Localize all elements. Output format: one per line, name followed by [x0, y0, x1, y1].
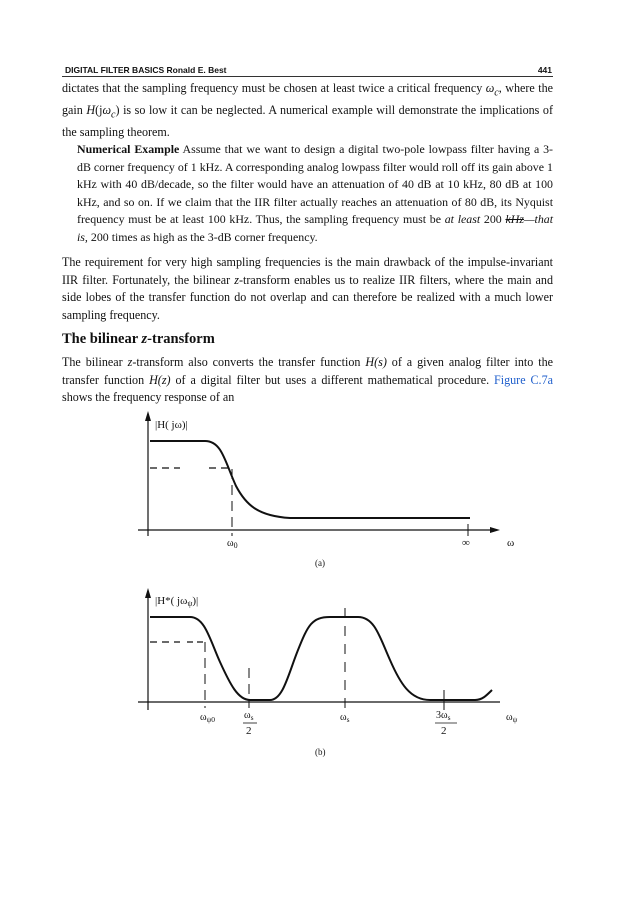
figure-link[interactable]: Figure C.7a: [494, 372, 553, 387]
ylabel-a: |H( jω)|: [155, 419, 188, 431]
omega0-label: $\omega_0$: [227, 538, 238, 550]
ylabel-b: |H*( jωψ)|: [155, 595, 199, 608]
response-curve-b: [150, 617, 492, 700]
paragraph-sampling: dictates that the sampling frequency must be chosen at least twice a critical frequency $\omega_c$, where the gain $H(j\omega_c)$ is so low it can be neglected. A numerical example will demonstrate the implications of the sampling theorem.: [62, 81, 553, 139]
three-half-fs-numerator: $3\omega_s$: [436, 710, 451, 722]
running-title: DIGITAL FILTER BASICS Ronald E. Best: [65, 65, 227, 75]
figure-a: [138, 411, 514, 568]
x-axis-label-b: $\omega_\psi$: [506, 712, 518, 724]
caption-b: (b): [315, 747, 326, 757]
caption-a: (a): [315, 558, 325, 568]
half-fs-numerator: $\omega_s$: [244, 710, 254, 722]
infinity-label: ∞: [462, 537, 470, 549]
fs-label: $\omega_s$: [340, 712, 350, 724]
x-axis-label-a: ω: [507, 537, 515, 549]
three-half-fs-denominator: 2: [441, 725, 447, 737]
figure-b: [138, 588, 518, 757]
response-curve-a: [150, 441, 470, 518]
y-arrow-b: [145, 588, 151, 598]
paragraph-bilinear: The bilinear z-transform also converts the transfer function H(s) of a given analog filter into the transfer function H(z) of a digital filter but uses a different mathematical procedure. Figure C.7a shows the frequency response of an: [62, 355, 553, 404]
x-arrow-a: [490, 527, 500, 533]
y-arrow-a: [145, 411, 151, 421]
example-label: Numerical Example: [77, 142, 180, 156]
half-fs-denominator: 2: [246, 725, 252, 737]
section-heading: The bilinear z-transform: [62, 331, 215, 347]
numerical-example: Numerical Example Assume that we want to design a digital two-pole lowpass filter having a 3-dB corner frequency of 1 kHz. A corresponding analog lowpass filter would roll off its gain above 1 kHz with 40 dB/decade, so the filter would have an attenuation of 40 dB at 10 kHz, 80 dB at 100 kHz, and so on. If we claim that the IIR filter actually reaches an attenuation of 80 dB, its Nyquist frequency must be at least 100 kHz. Thus, the sampling frequency must be at least 200 kHz—that is, 200 times as high as the 3-dB corner frequency.: [77, 142, 554, 244]
page-number: 441: [537, 65, 552, 75]
omega-psi0-label: $\omega_{\psi 0}$: [200, 712, 216, 724]
paragraph-requirement: The requirement for very high sampling frequencies is the main drawback of the impulse-invariant IIR filter. Fortunately, the bilinear z-transform enables us to realize IIR filters, where the main and side lobes of the transfer function do not overlap and can therefore be realized with a much lower sampling frequency.: [62, 255, 553, 322]
